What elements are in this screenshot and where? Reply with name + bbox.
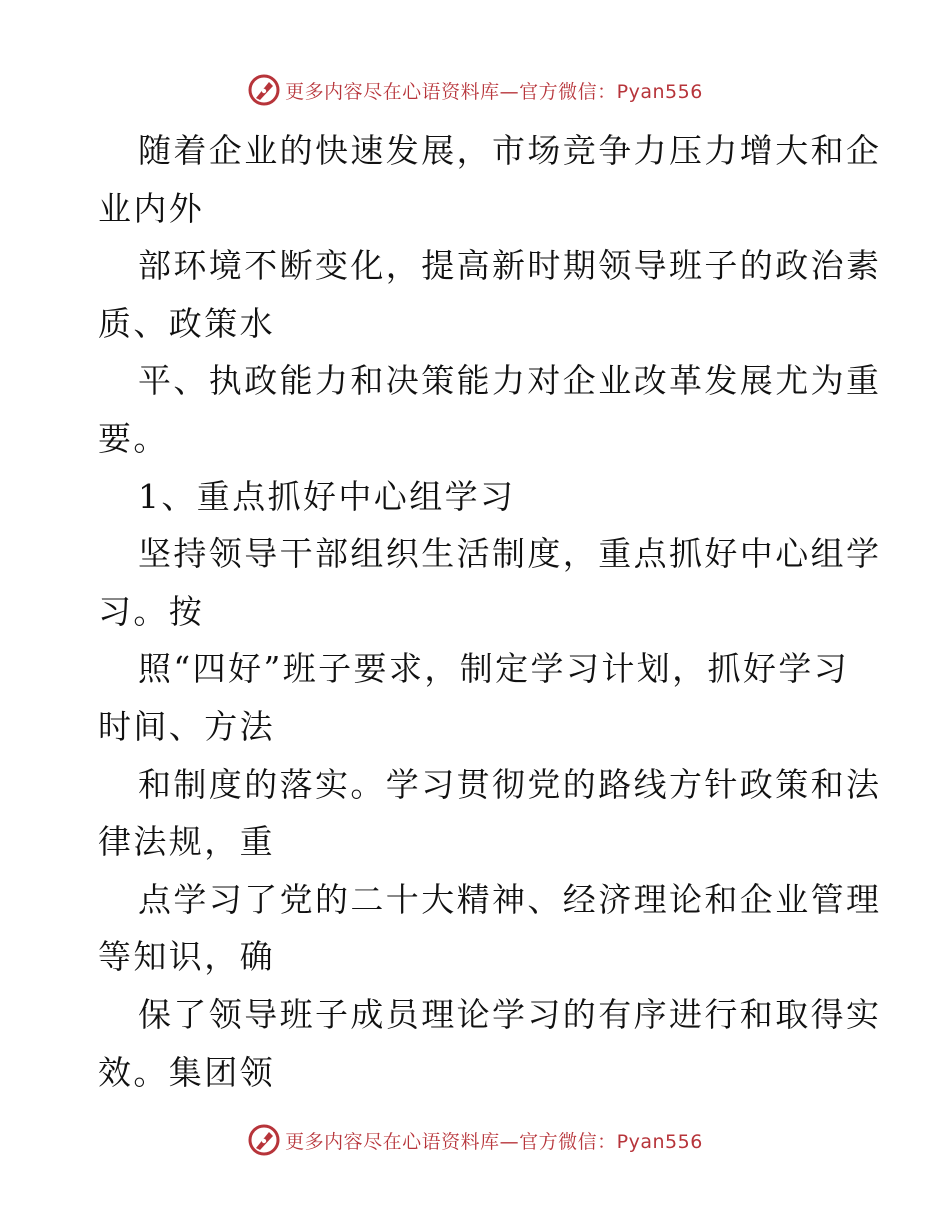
pen-logo-icon — [247, 1123, 281, 1157]
text-line: 业内外 — [98, 188, 205, 228]
text-line: 点学习了党的二十大精神、经济理论和企业管理 — [138, 879, 882, 919]
text-line: 和制度的落实。学习贯彻党的路线方针政策和法 — [138, 764, 882, 804]
text-line: 照“四好”班子要求，制定学习计划，抓好学习 — [138, 649, 850, 689]
text-line: 习。按 — [98, 591, 205, 631]
text-line: 质、政策水 — [98, 303, 275, 343]
text-line: 等知识，确 — [98, 937, 275, 977]
text-line: 随着企业的快速发展，市场竞争力压力增大和企 — [138, 131, 882, 170]
header-watermark-banner — [0, 70, 950, 110]
text-line: 效。集团领 — [98, 1052, 275, 1092]
text-line: 保了领导班子成员理论学习的有序进行和取得实 — [138, 994, 882, 1034]
header-watermark-text: 更多内容尽在心语资料库—官方微信：Pyan556 — [285, 80, 703, 103]
text-line: 部环境不断变化，提高新时期领导班子的政治素 — [138, 246, 882, 286]
section-heading: 1、重点抓好中心组学习 — [138, 476, 516, 516]
document-body — [98, 122, 882, 1101]
footer-watermark-text: 更多内容尽在心语资料库—官方微信：Pyan556 — [285, 1130, 703, 1153]
footer-watermark-banner — [0, 1120, 950, 1160]
pen-logo-icon — [247, 73, 281, 107]
text-line: 律法规，重 — [98, 822, 275, 862]
text-line: 平、执政能力和决策能力对企业改革发展尤为重 — [138, 361, 882, 401]
text-line: 坚持领导干部组织生活制度，重点抓好中心组学 — [138, 534, 882, 574]
text-line: 要。 — [98, 418, 169, 458]
text-line: 时间、方法 — [98, 706, 275, 746]
